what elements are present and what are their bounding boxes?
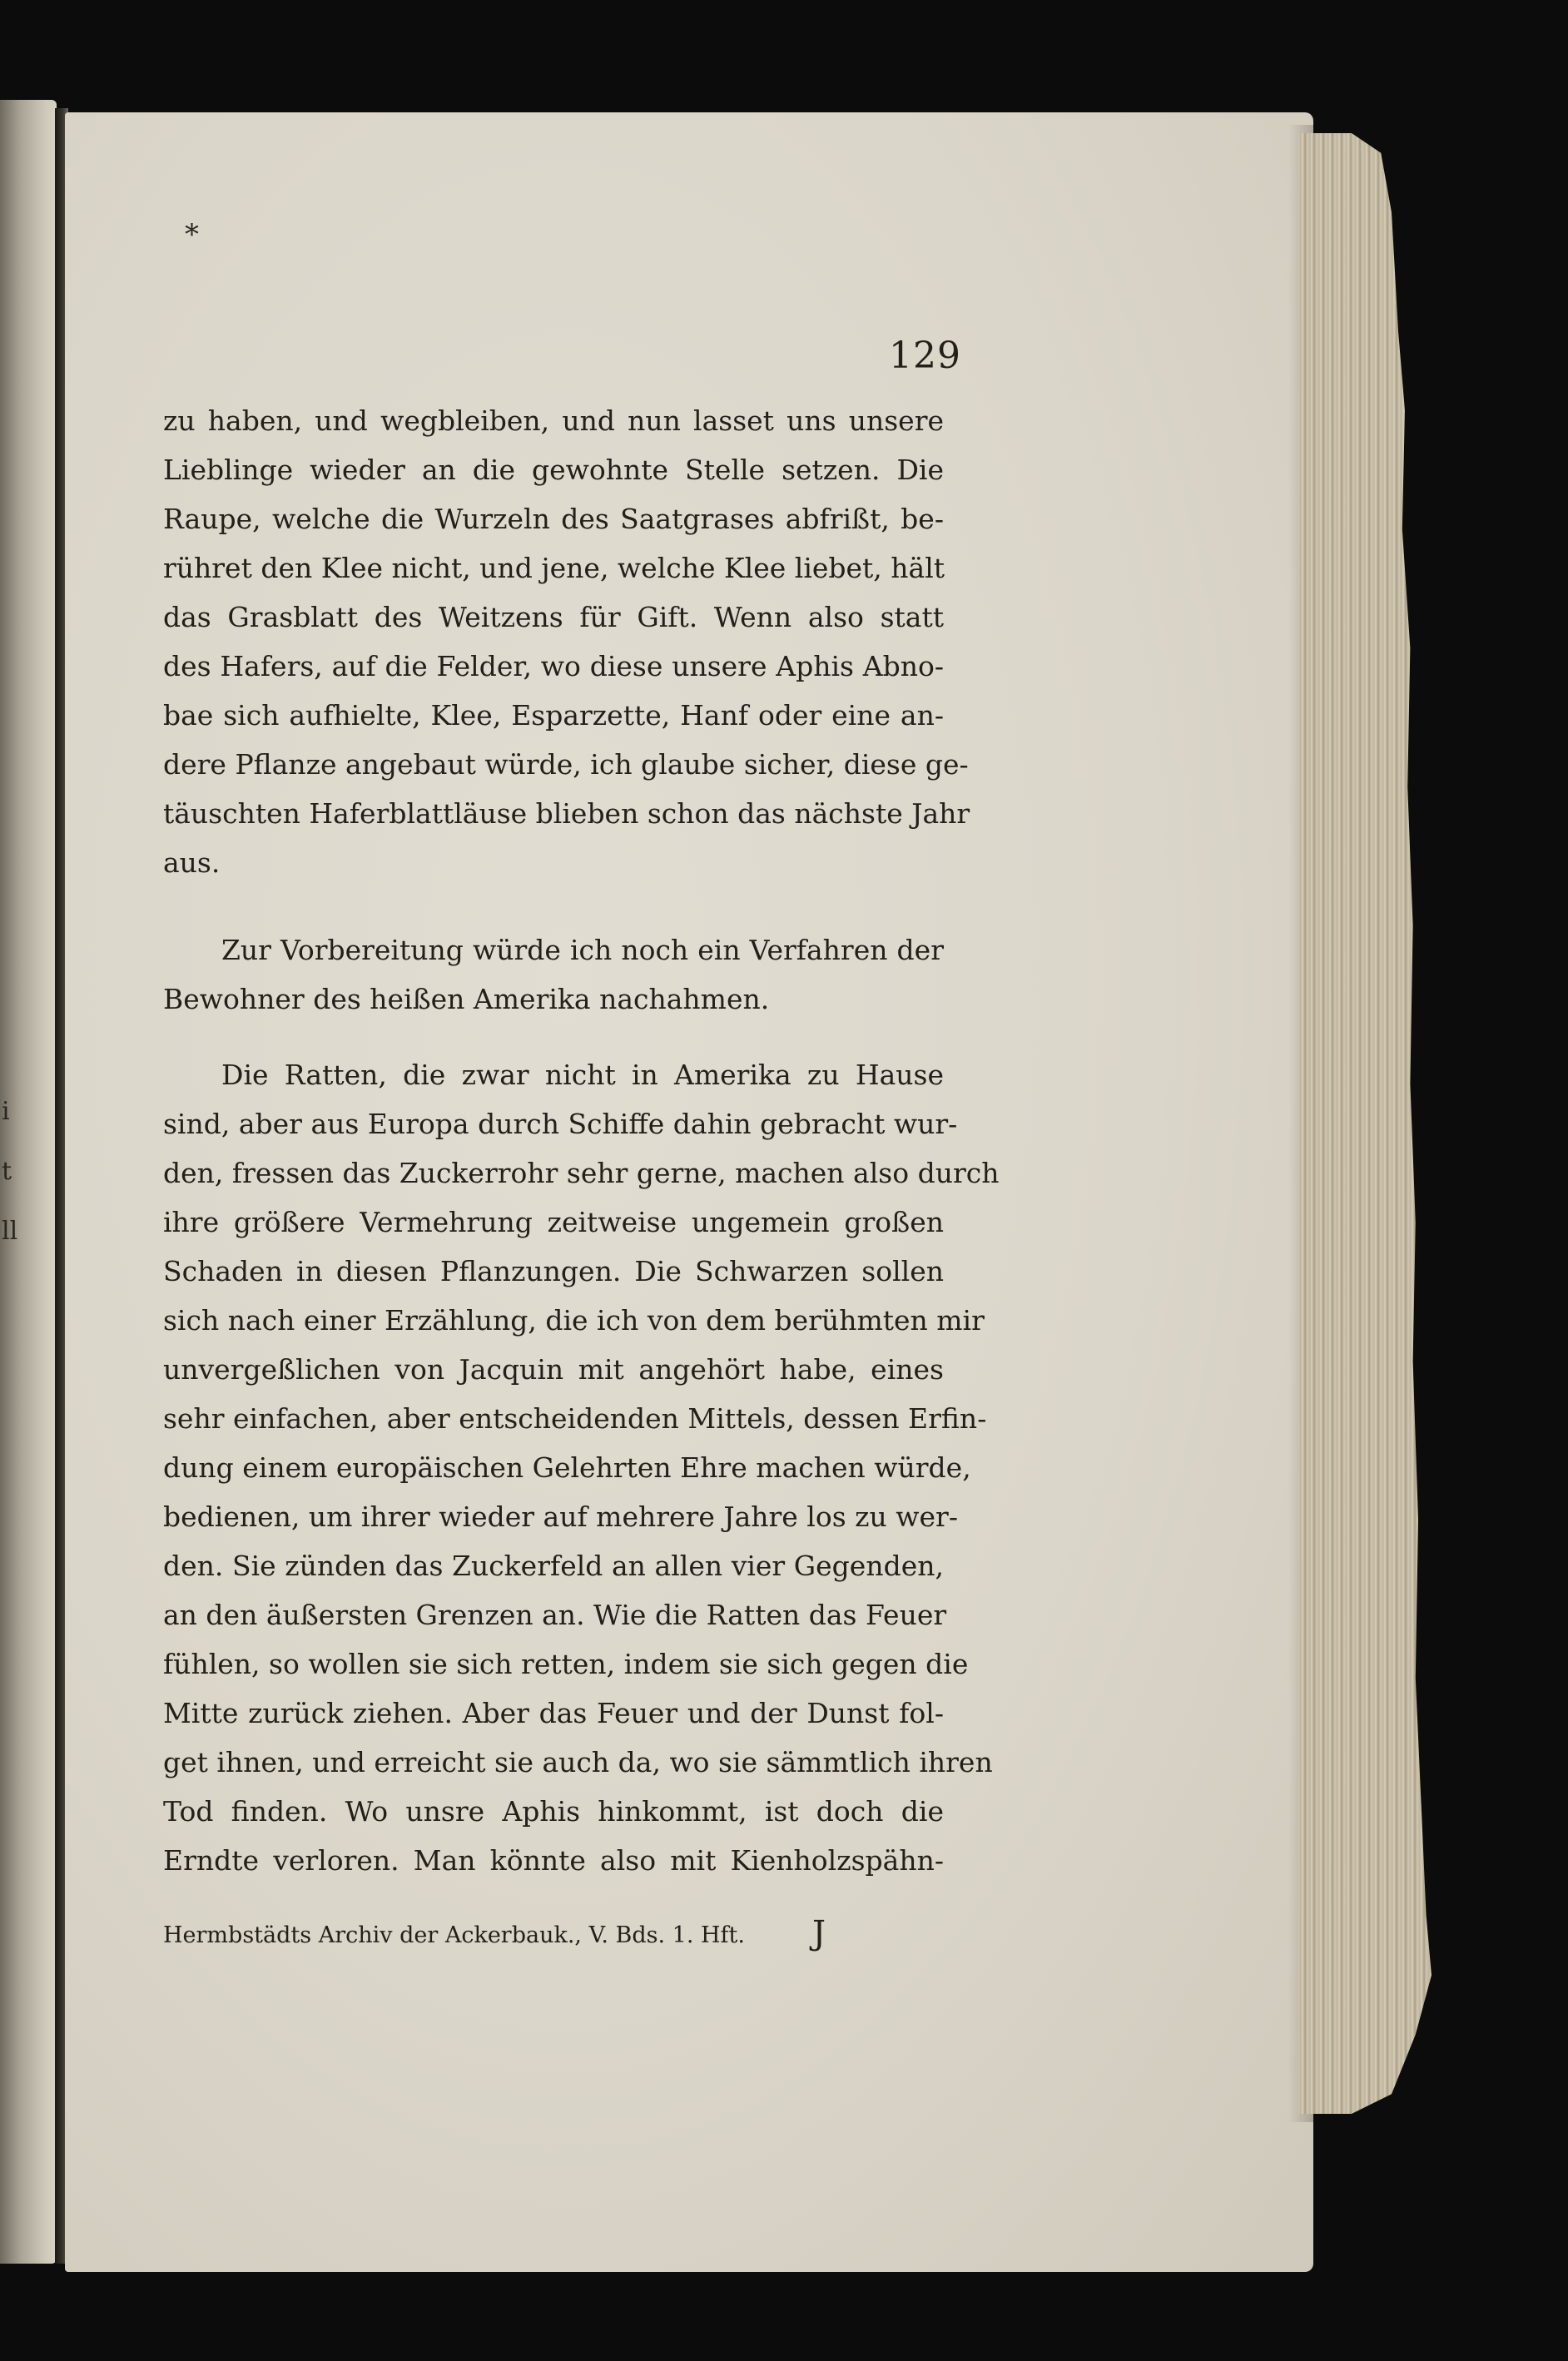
text-line: bae sich aufhielte, Klee, Esparzette, Hanf oder eine an- (163, 699, 944, 732)
signature-mark: J (812, 1914, 826, 1952)
text-line: fühlen, so wollen sie sich retten, indem sie sich gegen die (163, 1648, 969, 1680)
signature-line: Hermbstädts Archiv der Ackerbauk., V. Bds. 1. Hft. (163, 1922, 745, 1948)
text-line: Lieblinge wieder an die gewohnte Stelle setzen. Die (163, 454, 944, 486)
text-line: unvergeßlichen von Jacquin mit angehört habe, eines (163, 1353, 944, 1386)
paragraph-1 (163, 396, 970, 887)
text-line: Raupe, welche die Wurzeln des Saatgrases abfrißt, be- (163, 503, 944, 535)
text-line: Schaden in diesen Pflanzungen. Die Schwarzen sollen (163, 1255, 944, 1287)
text-line: Mitte zurück ziehen. Aber das Feuer und der Dunst fol- (163, 1697, 944, 1729)
text-line: Bewohner des heißen Amerika nachahmen. (163, 983, 770, 1015)
text-line: sehr einfachen, aber entscheidenden Mittels, dessen Erfin- (163, 1402, 987, 1435)
text-line: täuschten Haferblattläuse blieben schon das nächste Jahr (163, 797, 970, 830)
text-line: zu haben, und wegbleiben, und nun lasset uns unsere (163, 404, 944, 437)
text-line: Tod finden. Wo unsre Aphis hinkommt, ist doch die (163, 1795, 944, 1828)
text-line: ihre größere Vermehrung zeitweise ungemein großen (163, 1206, 944, 1238)
left-margin-mark-2: t (2, 1157, 12, 1186)
text-line: aus. (163, 846, 221, 879)
page-number: 129 (889, 335, 961, 377)
text-line: Zur Vorbereitung würde ich noch ein Verfahren der (221, 934, 944, 966)
text-line: an den äußersten Grenzen an. Wie die Ratten das Feuer (163, 1599, 947, 1631)
paragraph-2 (163, 925, 944, 1024)
text-line: das Grasblatt des Weitzens für Gift. Wenn also statt (163, 601, 944, 633)
text-line: den, fressen das Zuckerrohr sehr gerne, machen also durch (163, 1157, 1000, 1189)
text-line: bedienen, um ihrer wieder auf mehrere Jahre los zu wer- (163, 1500, 958, 1533)
text-line: sich nach einer Erzählung, die ich von dem berühmten mir (163, 1304, 985, 1337)
text-line: des Hafers, auf die Felder, wo diese unsere Aphis Abno- (163, 650, 944, 682)
left-margin-mark-3: ll (2, 1217, 18, 1246)
text-line: get ihnen, und erreicht sie auch da, wo sie sämmtlich ihren (163, 1746, 993, 1778)
page-footer (163, 1914, 944, 1964)
text-line: den. Sie zünden das Zuckerfeld an allen vier Gegenden, (163, 1550, 944, 1582)
text-line: Erndte verloren. Man könnte also mit Kienholzspähn- (163, 1844, 944, 1877)
ragged-page-edges (1298, 133, 1432, 2114)
left-margin-mark-1: i (2, 1097, 10, 1126)
text-line: rühret den Klee nicht, und jene, welche Klee liebet, hält (163, 552, 945, 584)
text-line: Die Ratten, die zwar nicht in Amerika zu Hause (221, 1059, 944, 1091)
text-line: dere Pflanze angebaut würde, ich glaube sicher, diese ge- (163, 748, 969, 781)
paragraph-3 (163, 1050, 1000, 1885)
left-margin-marks (2, 1082, 18, 1262)
text-line: dung einem europäischen Gelehrten Ehre machen würde, (163, 1451, 971, 1484)
text-line: sind, aber aus Europa durch Schiffe dahin gebracht wur- (163, 1108, 958, 1140)
stray-ink-mark: * (185, 218, 199, 251)
